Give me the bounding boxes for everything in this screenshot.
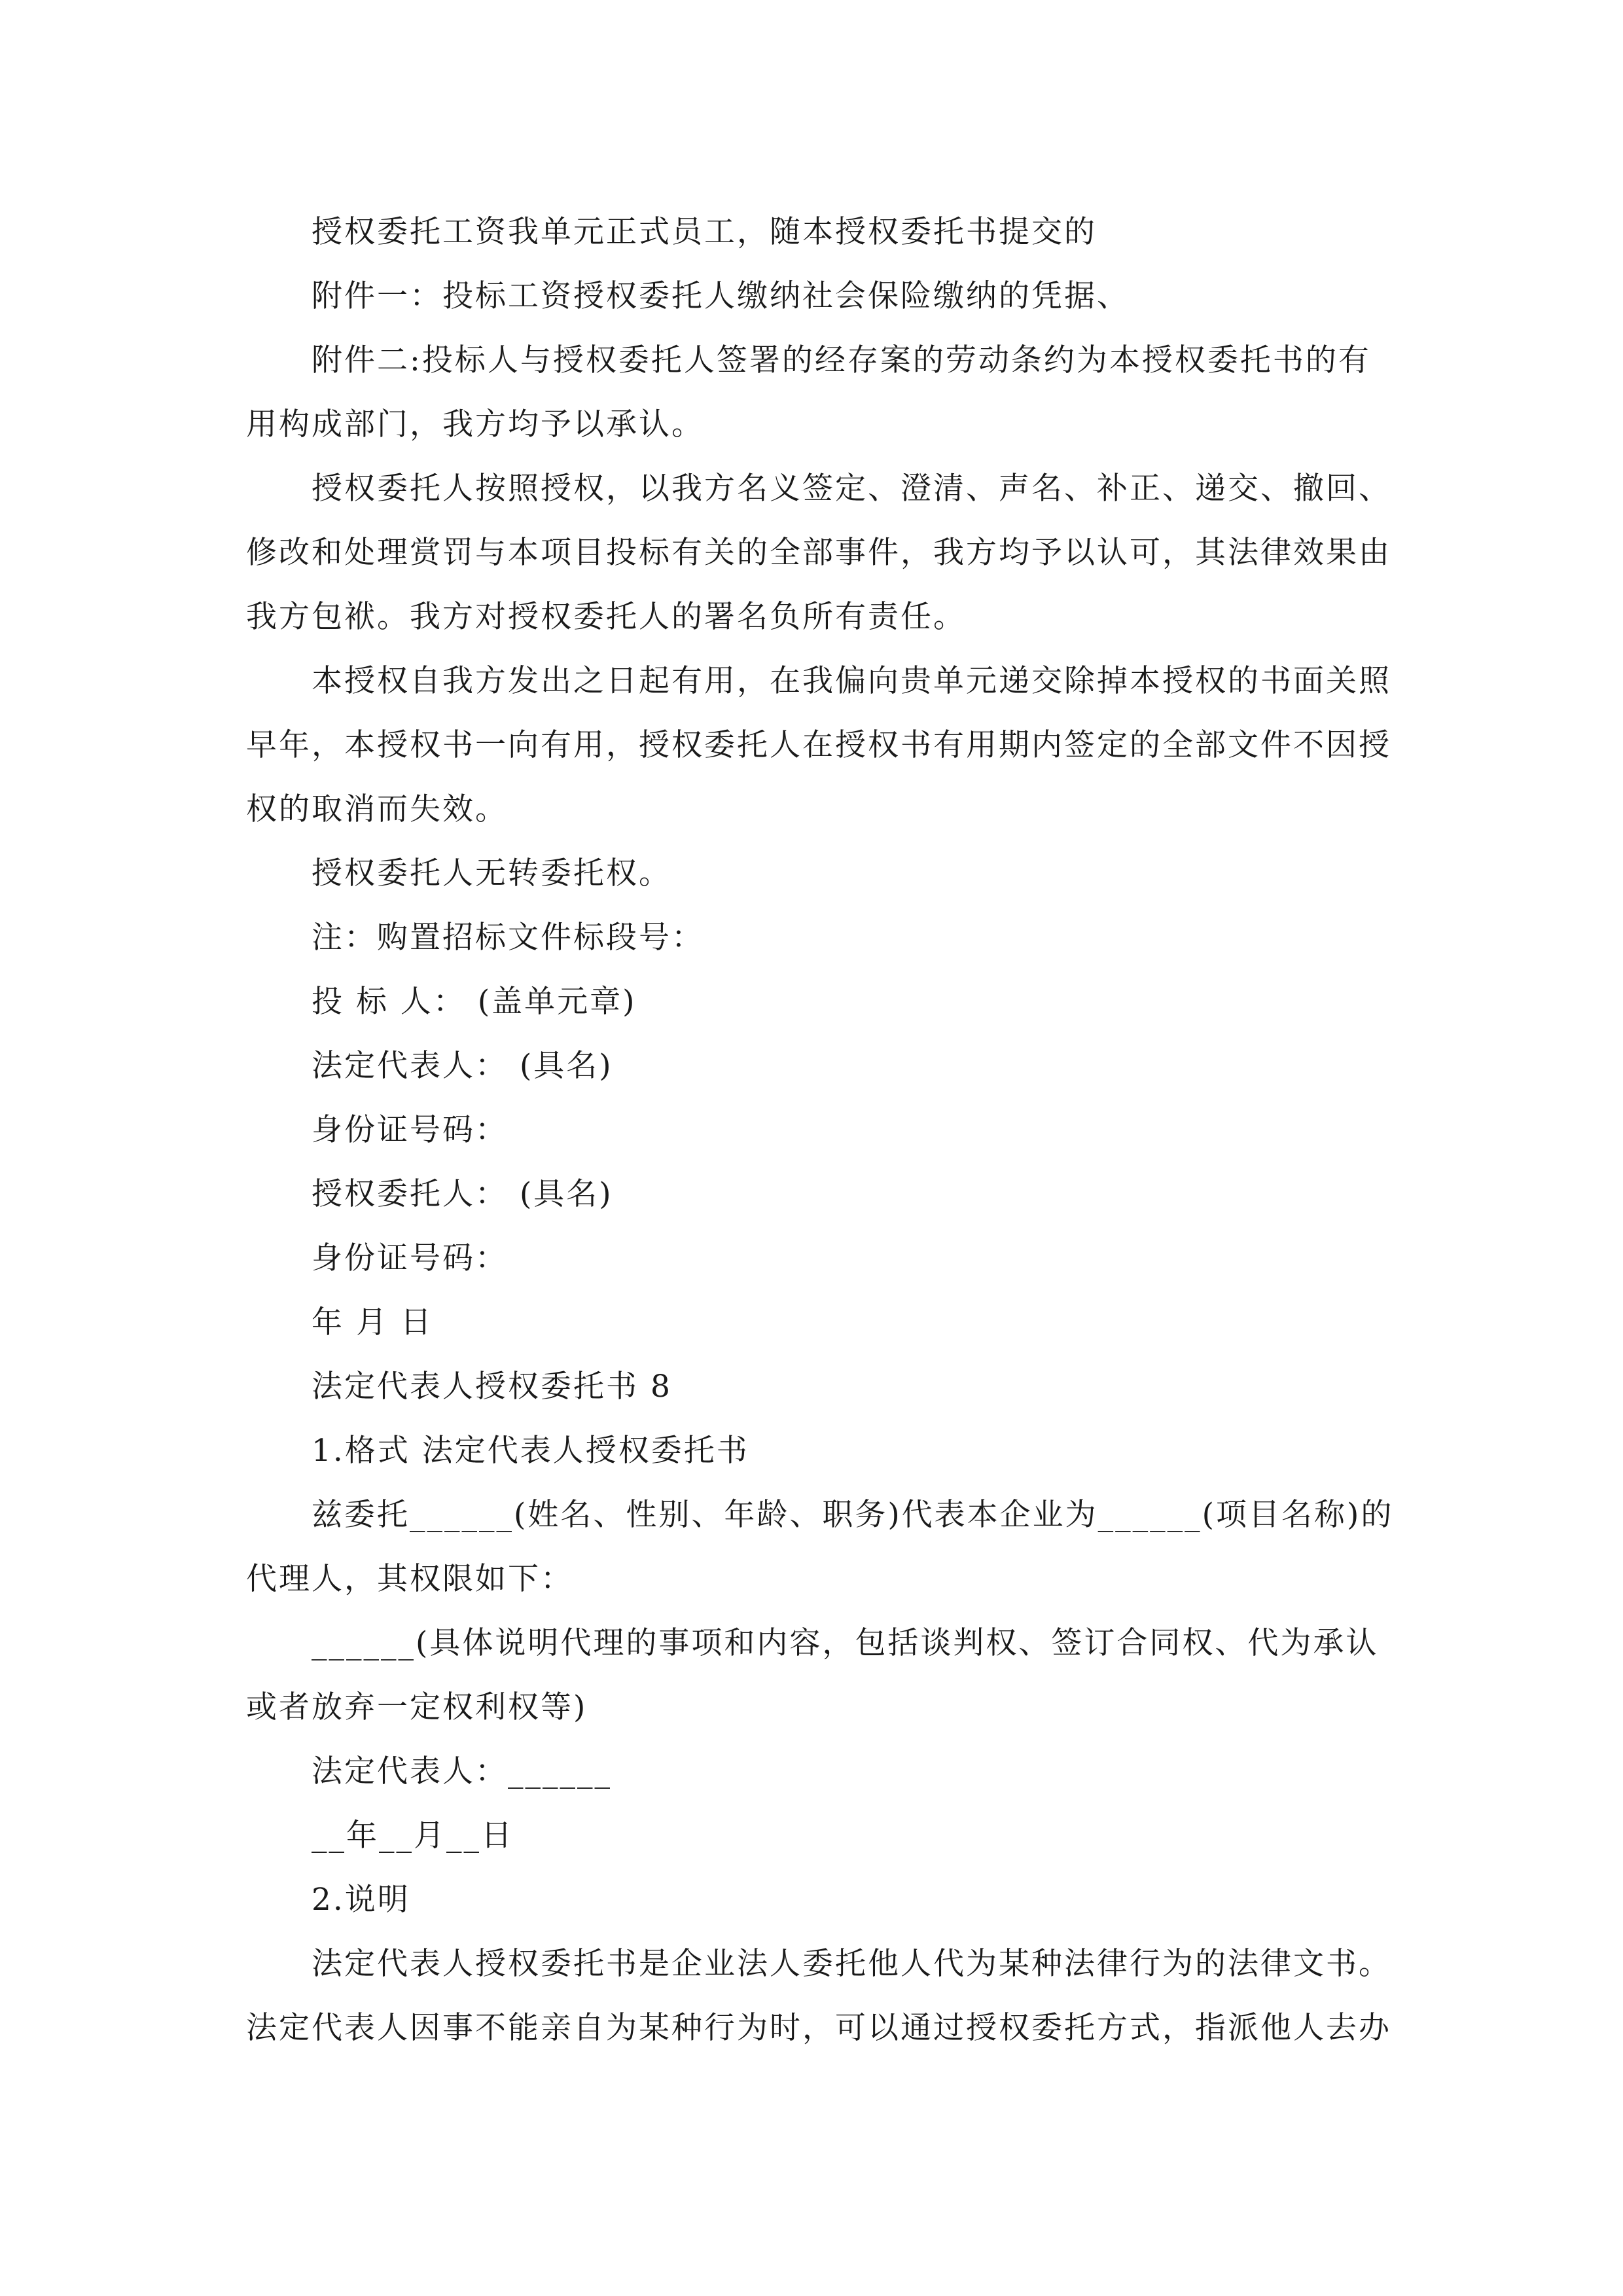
- field-bid-section-number: 注：购置招标文件标段号：: [312, 920, 704, 956]
- subheading-explanation: 2.说明: [312, 1882, 410, 1918]
- field-legal-representative-signature: 法定代表人： (具名): [312, 1048, 613, 1084]
- field-date-blank: __年__月__日: [312, 1818, 514, 1854]
- paragraph-authorization-scope: 授权委托人按照授权，以我方名义签定、澄清、声名、补正、递交、撤回、修改和处理赏罚与本项目投标有关的全部事件，我方均予以认可，其法律效果由我方包袱。我方对授权委托人的署名负所有责任。: [246, 471, 1391, 635]
- subheading-format: 1.格式 法定代表人授权委托书: [312, 1433, 749, 1469]
- paragraph-validity: 本授权自我方发出之日起有用，在我偏向贵单元递交除掉本授权的书面关照早年，本授权书一向有用，授权委托人在授权书有用期内签定的全部文件不因授权的取消而失效。: [246, 663, 1391, 827]
- field-date: 年 月 日: [312, 1304, 433, 1340]
- section-heading-8: 法定代表人授权委托书 8: [312, 1369, 672, 1405]
- field-bidder-seal: 投 标 人： (盖单元章): [312, 984, 637, 1020]
- field-authorized-agent-signature: 授权委托人： (具名): [312, 1176, 613, 1212]
- paragraph-attachment-one: 附件一：投标工资授权委托人缴纳社会保险缴纳的凭据、: [312, 278, 1130, 314]
- paragraph-attachment-two: 附件二:投标人与授权委托人签署的经存案的劳动条约为本授权委托书的有用构成部门，我方均予以承认。: [246, 342, 1371, 442]
- paragraph-explanation-text: 法定代表人授权委托书是企业法人委托他人代为某种法律行为的法律文书。法定代表人因事不能亲自为某种行为时，可以通过授权委托方式，指派他人去办: [246, 1946, 1391, 2046]
- paragraph-no-subdelegation: 授权委托人无转委托权。: [312, 855, 671, 891]
- field-id-number-agent: 身份证号码：: [312, 1240, 508, 1276]
- field-id-number-representative: 身份证号码：: [312, 1112, 508, 1148]
- document-body: [246, 200, 1398, 2060]
- paragraph-entrust-statement: 兹委托______(姓名、性别、年龄、职务)代表本企业为______(项目名称)的代理人，其权限如下：: [246, 1497, 1394, 1597]
- paragraph-authority-details: ______(具体说明代理的事项和内容，包括谈判权、签订合同权、代为承认或者放弃一定权利权等): [246, 1625, 1379, 1725]
- paragraph-attachment-intro: 授权委托工资我单元正式员工，随本授权委托书提交的: [312, 214, 1097, 250]
- field-legal-representative-blank: 法定代表人：______: [312, 1753, 612, 1789]
